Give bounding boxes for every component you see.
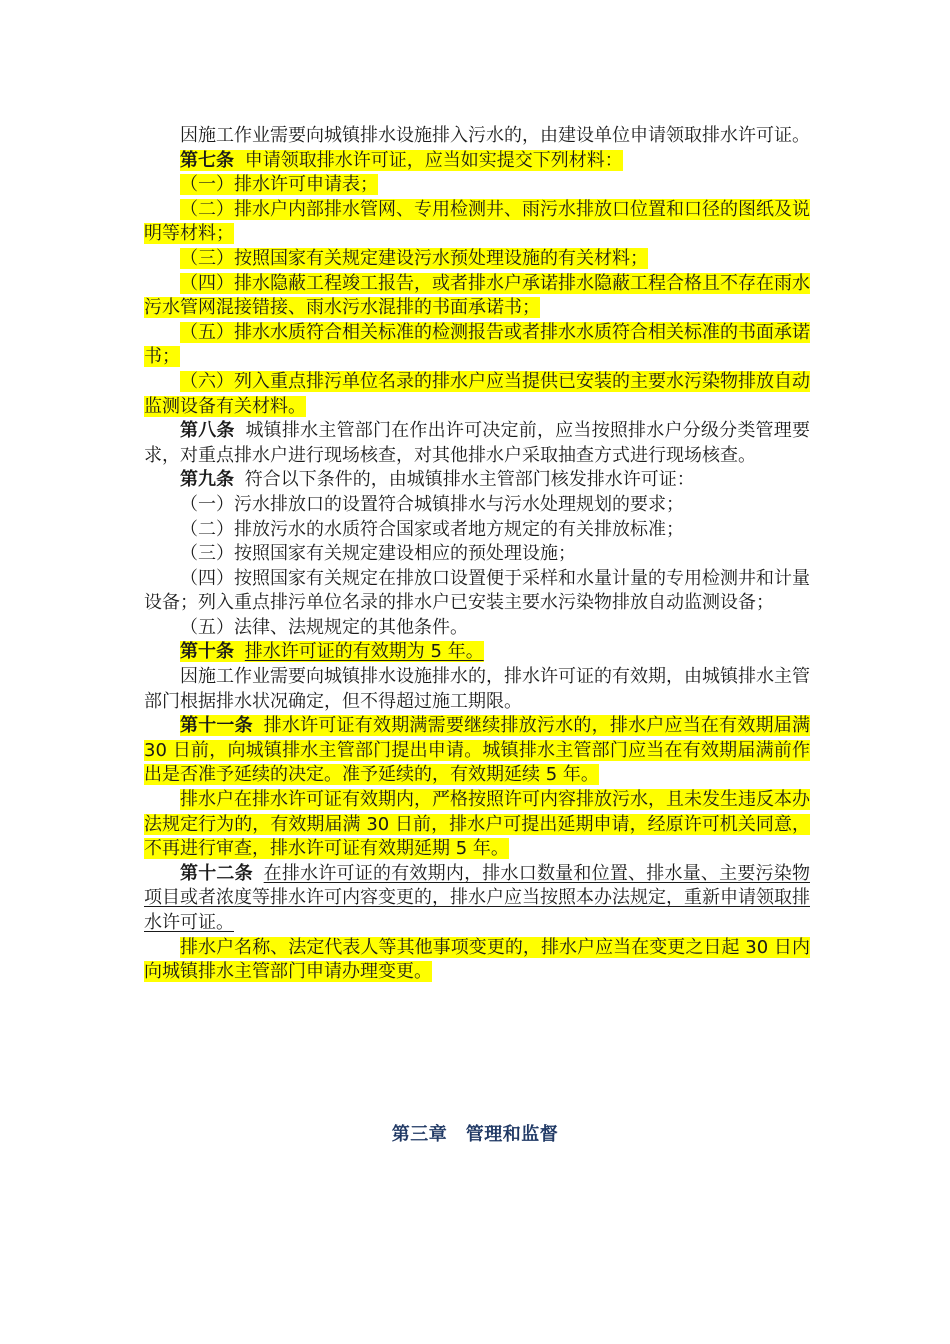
paragraph-intro: 因施工作业需要向城镇排水设施排入污水的，由建设单位申请领取排水许可证。 (180, 125, 810, 146)
article-8: 第八条 城镇排水主管部门在作出许可决定前，应当按照排水户分级分类管理要求，对重点排水户进行现场核查，对其他排水户采取抽查方式进行现场核查。 (144, 420, 810, 466)
article-11-paragraph: 排水户在排水许可证有效期内，严格按照许可内容排放污水，且未发生违反本办法规定行为的，有效期届满 30 日前，排水户可提出延期申请，经原许可机关同意，不再进行审查，排水许可证有效期延期 5 年。 (144, 789, 810, 860)
list-item: （三）按照国家有关规定建设污水预处理设施的有关材料； (180, 247, 648, 269)
list-item: （三）按照国家有关规定建设相应的预处理设施； (180, 543, 576, 565)
article-label: 第九条 (180, 469, 234, 491)
article-label: 第十条 (180, 641, 234, 663)
article-label: 第十一条 (180, 715, 253, 737)
list-item: （一）排水许可申请表； (180, 174, 378, 196)
list-item: （五）排水水质符合相关标准的检测报告或者排水水质符合相关标准的书面承诺书； (144, 321, 810, 368)
list-item: （二）排水户内部排水管网、专用检测井、雨污水排放口位置和口径的图纸及说明等材料； (144, 198, 810, 245)
article-7: 第七条 申请领取排水许可证，应当如实提交下列材料： (180, 149, 623, 171)
list-item: （五）法律、法规规定的其他条件。 (180, 616, 468, 638)
list-item: （二）排放污水的水质符合国家或者地方规定的有关排放标准； (180, 518, 684, 540)
article-label: 第十二条 (180, 862, 253, 884)
article-label: 第七条 (180, 149, 234, 171)
chapter-title: 第三章 管理和监督 (391, 1124, 559, 1145)
list-item: （六）列入重点排污单位名录的排水户应当提供已安装的主要水污染物排放自动监测设备有关材料。 (144, 370, 810, 417)
article-10-paragraph: 因施工作业需要向城镇排水设施排水的，排水许可证的有效期，由城镇排水主管部门根据排水状况确定，但不得超过施工期限。 (144, 666, 810, 712)
article-9: 第九条 符合以下条件的，由城镇排水主管部门核发排水许可证： (180, 469, 695, 491)
article-12: 第十二条 在排水许可证的有效期内，排水口数量和位置、排水量、主要污染物项目或者浓度等排水许可内容变更的，排水户应当按照本办法规定，重新申请领取排水许可证。 (144, 862, 810, 933)
article-11: 第十一条 排水许可证有效期满需要继续排放污水的，排水户应当在有效期届满 30 日前，向城镇排水主管部门提出申请。城镇排水主管部门应当在有效期届满前作出是否准予延续的决定。准予延续的，有效期延续 5 年。 (144, 715, 810, 786)
list-item: （四）按照国家有关规定在排放口设置便于采样和水量计量的专用检测井和计量设备；列入重点排污单位名录的排水户已安装主要水污染物排放自动监测设备； (144, 567, 810, 614)
document-body (144, 124, 810, 985)
article-12-paragraph: 排水户名称、法定代表人等其他事项变更的，排水户应当在变更之日起 30 日内向城镇排水主管部门申请办理变更。 (144, 936, 810, 983)
list-item: （四）排水隐蔽工程竣工报告，或者排水户承诺排水隐蔽工程合格且不存在雨水污水管网混接错接、雨水污水混排的书面承诺书； (144, 272, 810, 319)
article-label: 第八条 (180, 420, 235, 442)
article-10: 第十条 排水许可证的有效期为 5 年。 (180, 641, 484, 663)
list-item: （一）污水排放口的设置符合城镇排水与污水处理规划的要求； (180, 493, 684, 515)
